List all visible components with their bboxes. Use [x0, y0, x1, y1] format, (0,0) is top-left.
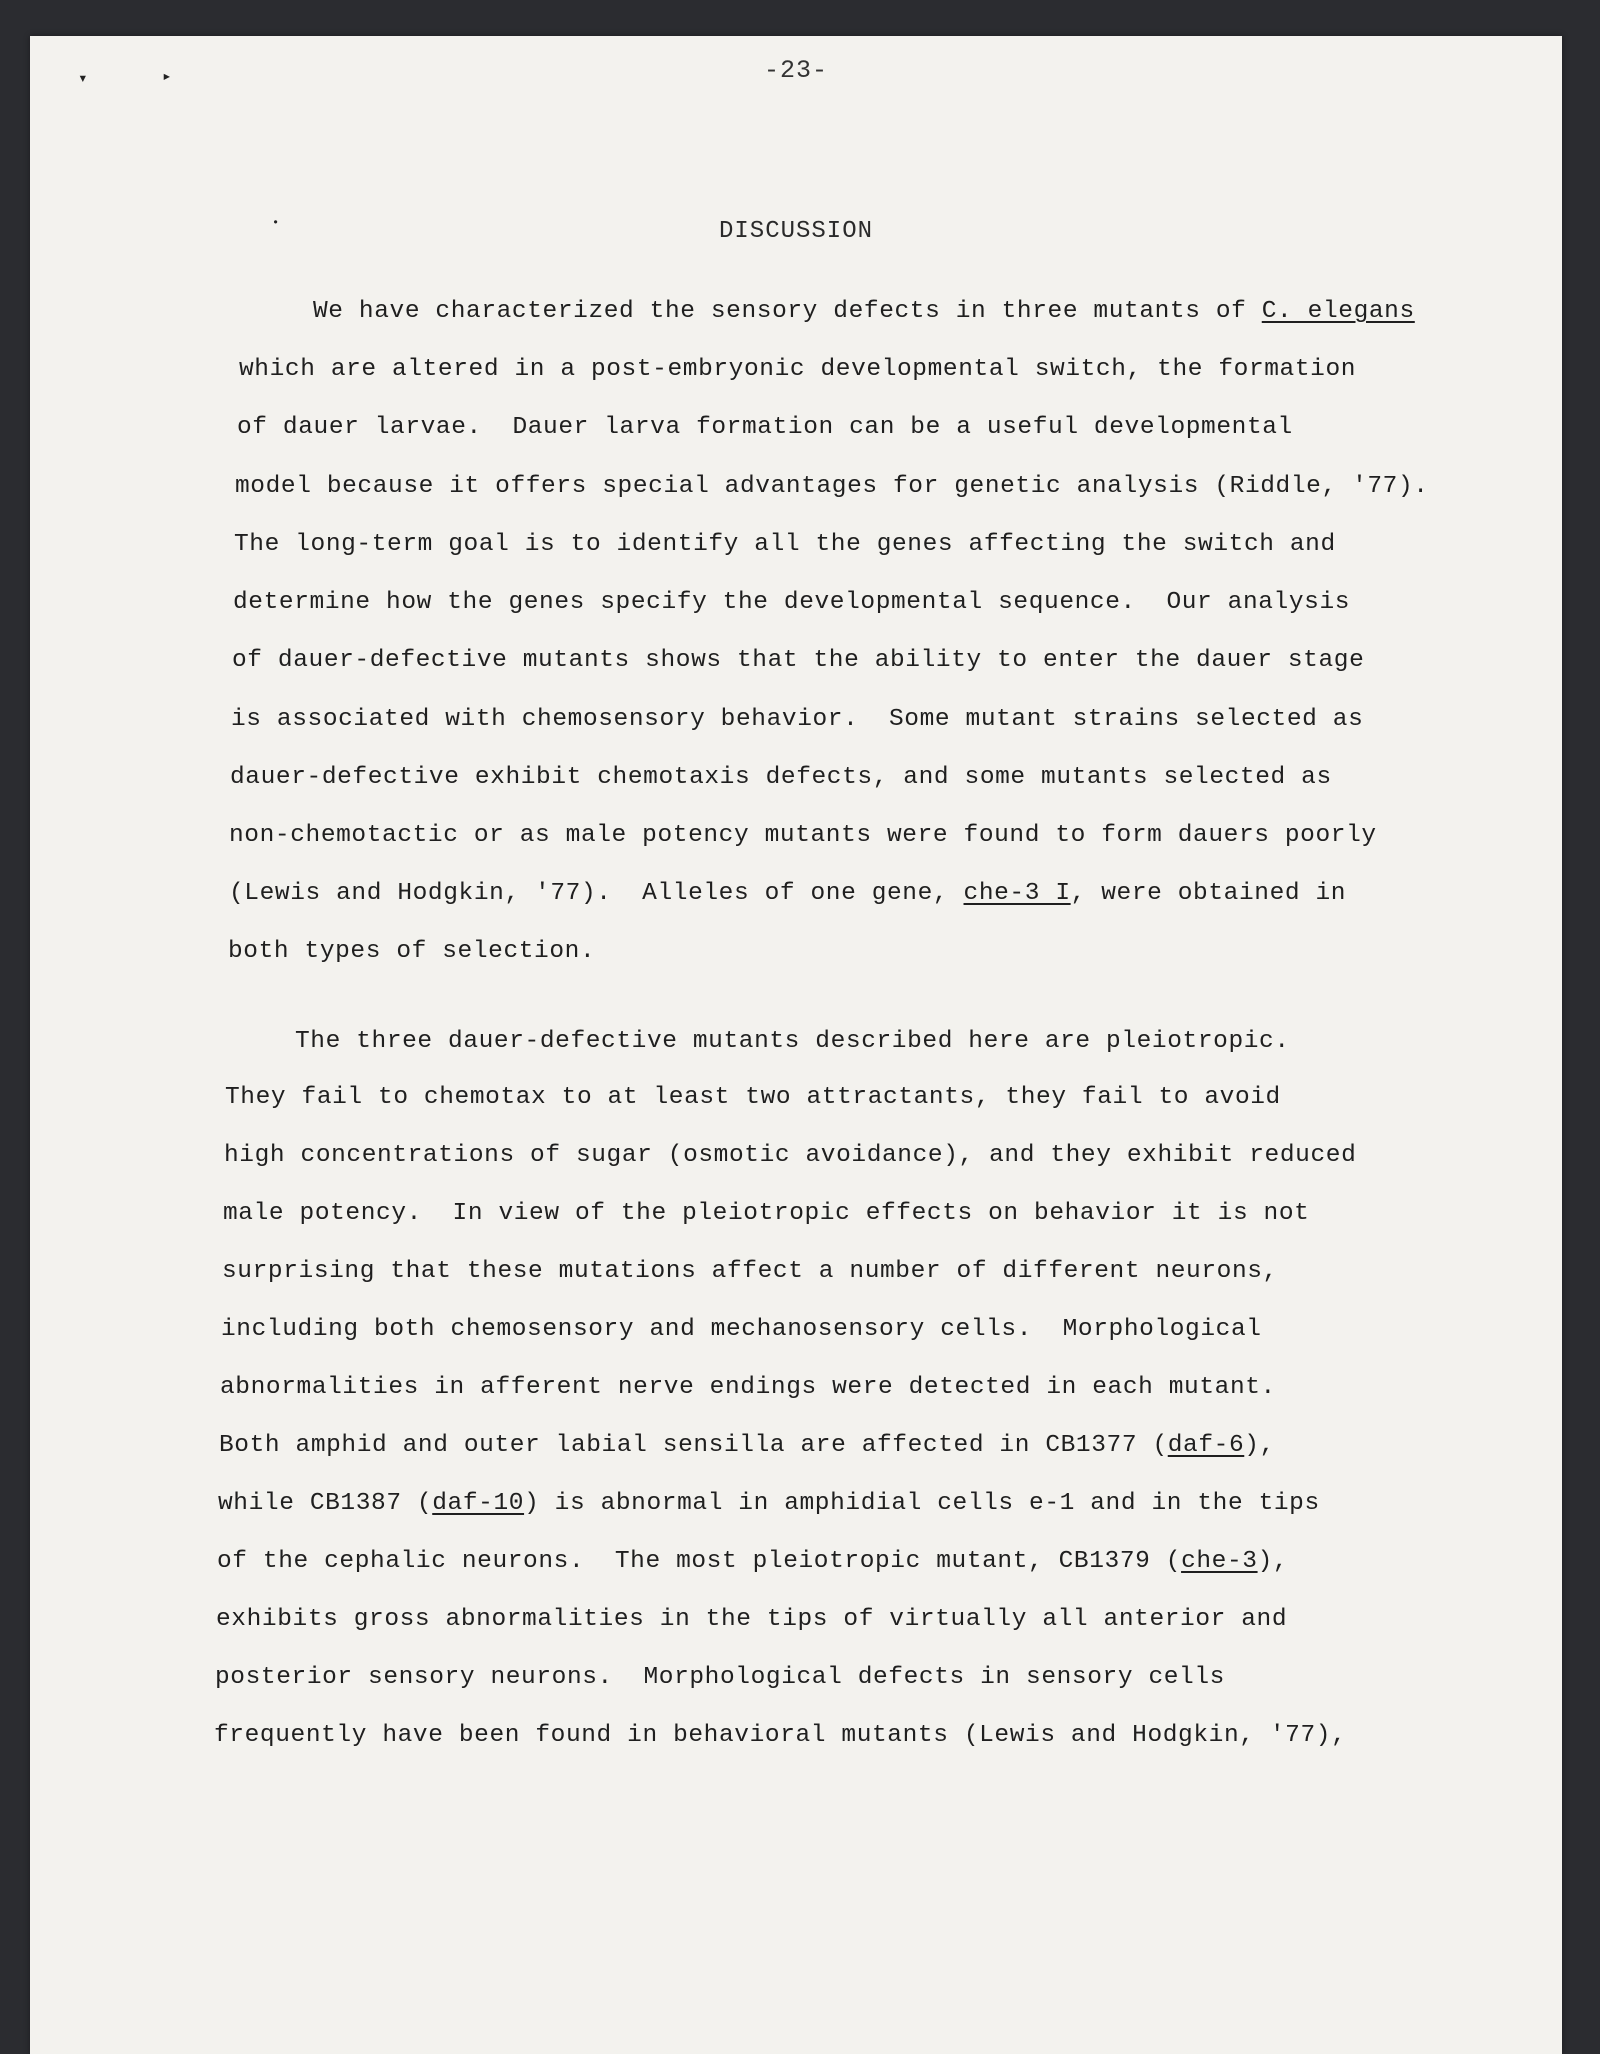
line-segment: of dauer larvae. Dauer larva formation can be a useful developmental [237, 414, 1293, 441]
underlined-term: daf-6 [1167, 1432, 1245, 1459]
line-segment: posterior sensory neurons. Morphological defects in sensory cells [215, 1664, 1225, 1691]
text-line [224, 1142, 1356, 1169]
text-line [235, 473, 1429, 500]
text-line [220, 1374, 1276, 1401]
line-segment: male potency. In view of the pleiotropic effects on behavior it is not [223, 1200, 1310, 1227]
text-line [214, 1722, 1346, 1749]
line-segment: of dauer-defective mutants shows that the ability to enter the dauer stage [232, 647, 1365, 674]
line-segment: ) is abnormal in amphidial cells e-1 and in the tips [524, 1490, 1320, 1517]
text-line [313, 298, 1415, 325]
line-segment: (Lewis and Hodgkin, '77). Alleles of one gene, [229, 880, 964, 907]
page-number: -23- [763, 56, 828, 85]
text-line [222, 1258, 1278, 1285]
text-line [233, 589, 1350, 616]
document-page [30, 36, 1562, 2054]
punch-mark-right: ▸ [162, 68, 172, 86]
text-line [219, 1432, 1275, 1459]
line-segment: dauer-defective exhibit chemotaxis defects, and some mutants selected as [230, 764, 1332, 791]
text-line [218, 1490, 1320, 1517]
text-line [223, 1200, 1309, 1227]
stray-dot: • [272, 216, 280, 230]
text-line [232, 647, 1364, 674]
line-segment: model because it offers special advantages for genetic analysis (Riddle, '77). [235, 473, 1429, 500]
line-segment: abnormalities in afferent nerve endings were detected in each mutant. [220, 1374, 1276, 1401]
text-line [228, 938, 595, 965]
line-segment: determine how the genes specify the developmental sequence. Our analysis [233, 589, 1351, 616]
line-segment: frequently have been found in behavioral mutants (Lewis and Hodgkin, '77), [214, 1722, 1347, 1749]
line-segment: We have characterized the sensory defects in three mutants of [313, 298, 1262, 325]
text-line [216, 1606, 1287, 1633]
line-segment: The long-term goal is to identify all the genes affecting the switch and [234, 531, 1336, 558]
line-segment: ), [1244, 1432, 1275, 1459]
line-segment: of the cephalic neurons. The most pleiotropic mutant, CB1379 ( [217, 1548, 1182, 1575]
line-segment: which are altered in a post-embryonic developmental switch, the formation [239, 356, 1357, 383]
text-line [225, 1084, 1281, 1111]
underlined-term: C. elegans [1261, 298, 1415, 325]
line-segment: , were obtained in [1070, 880, 1347, 907]
line-segment: Both amphid and outer labial sensilla are affected in CB1377 ( [219, 1432, 1168, 1459]
text-line [230, 764, 1332, 791]
line-segment: while CB1387 ( [218, 1490, 433, 1517]
text-line [295, 1028, 1290, 1055]
line-segment: including both chemosensory and mechanosensory cells. Morphological [221, 1316, 1262, 1343]
underlined-term: daf-10 [432, 1490, 525, 1517]
punch-mark-left: ▾ [78, 70, 88, 88]
line-segment: ), [1257, 1548, 1289, 1575]
text-line [229, 822, 1377, 849]
text-line [217, 1548, 1288, 1575]
text-line [229, 880, 1346, 907]
line-segment: both types of selection. [228, 938, 596, 965]
text-line [234, 531, 1336, 558]
line-segment: exhibits gross abnormalities in the tips of virtually all anterior and [216, 1606, 1288, 1633]
line-segment: They fail to chemotax to at least two attractants, they fail to avoid [225, 1084, 1281, 1111]
underlined-term: che-3 [1181, 1548, 1258, 1575]
text-line [239, 356, 1356, 383]
line-segment: high concentrations of sugar (osmotic avoidance), and they exhibit reduced [224, 1142, 1357, 1169]
section-heading: DISCUSSION [718, 218, 874, 245]
underlined-term: che-3 I [963, 880, 1071, 907]
line-segment: non-chemotactic or as male potency mutants were found to form dauers poorly [229, 822, 1377, 849]
text-line [221, 1316, 1262, 1343]
text-line [237, 414, 1293, 441]
text-line [215, 1664, 1225, 1691]
text-line [231, 706, 1363, 733]
line-segment: surprising that these mutations affect a number of different neurons, [222, 1258, 1278, 1285]
line-segment: is associated with chemosensory behavior. Some mutant strains selected as [231, 706, 1364, 733]
line-segment: The three dauer-defective mutants described here are pleiotropic. [295, 1028, 1290, 1055]
